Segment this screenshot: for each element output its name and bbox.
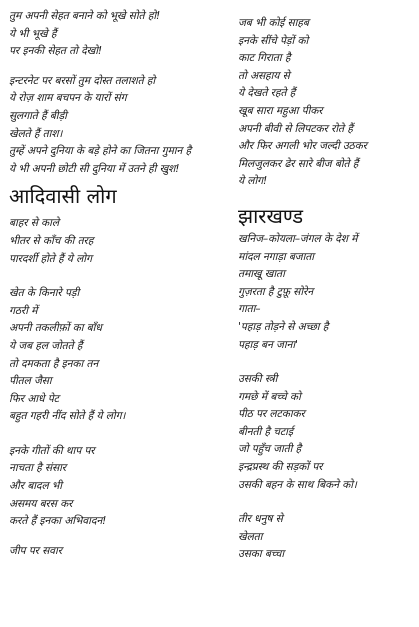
poem-line: ये रोज़ शाम बचपन के यारों संग — [9, 92, 127, 105]
poem-stanza — [238, 511, 416, 564]
poem-line: खेत के किनारे पड़ी — [9, 287, 80, 300]
poem-stanza — [9, 8, 234, 61]
poem-stanza — [238, 231, 416, 354]
poem-stanza — [9, 285, 234, 426]
poem-stanza — [9, 73, 234, 179]
poem-line: भीतर से काँच की तरह — [9, 234, 94, 247]
poem-line: खेलता — [238, 530, 263, 543]
poem-line: ये जब हल जोतते हैं — [9, 339, 83, 352]
poem-line: तुम्हें अपने दुनिया के बड़े होने का जितना गुमान है — [9, 145, 191, 158]
poem-line: गमछे में बच्चे को — [238, 390, 301, 403]
poem-line: खनिज–कोयला–जंगल के देश में — [238, 232, 358, 245]
poem-line: इनके सींचे पेड़ों को — [238, 34, 309, 47]
poem-line: तमाखू खाता — [238, 268, 285, 281]
poem-stanza — [238, 15, 416, 191]
poem-line: पीतल जैसा — [9, 375, 52, 388]
section-heading: आदिवासी लोग — [9, 184, 117, 209]
poem-line: सुलगाते हैं बीड़ी — [9, 109, 67, 122]
poem-line: उसकी स्त्री — [238, 373, 278, 386]
poem-line: नाचता है संसार — [9, 462, 66, 475]
poem-line: पारदर्शी होते हैं ये लोग — [9, 252, 92, 265]
poem-stanza — [9, 215, 234, 268]
poem-line: अपनी तकलीफ़ों का बाँध — [9, 322, 102, 335]
poem-stanza — [9, 543, 234, 561]
right-column — [238, 15, 416, 564]
poem-line: तो दमकता है इनका तन — [9, 357, 99, 370]
poem-line: ये देखते रहते हैं — [238, 87, 296, 100]
poem-line: जीप पर सवार — [9, 544, 62, 557]
poem-line: जो पहुँच जाती है — [238, 443, 302, 456]
poem-line: पीठ पर लटकाकर — [238, 408, 305, 421]
poem-line: ये भी भूखे हैं — [9, 27, 57, 40]
poem-stanza — [238, 371, 416, 494]
poem-line: तो असहाय से — [238, 69, 290, 82]
left-column — [9, 8, 234, 560]
poem-line: बाहर से काले — [9, 217, 59, 230]
poem-line: पहाड़ बन जाना' — [238, 338, 298, 351]
poem-line: इन्द्रप्रस्थ की सड़कों पर — [238, 461, 323, 474]
poem-stanza — [9, 443, 234, 531]
poem-line: फिर आधे पेट — [9, 392, 59, 405]
poem-line: उसका बच्चा — [238, 548, 285, 561]
poem-line: जब भी कोई साहब — [238, 17, 309, 29]
poem-line: बीनती है चटाई — [238, 425, 293, 438]
poem-line: मिलजुलकर ढेर सारे बीज बोते हैं — [238, 157, 359, 170]
poem-line: गाता– — [238, 303, 261, 316]
poem-line: उसकी बहन के साथ बिकने को। — [238, 478, 357, 491]
poem-line: खेलते हैं ताश। — [9, 127, 63, 140]
poem-line: खूब सारा महुआ पीकर — [238, 104, 323, 117]
poem-line: असमय बरस कर — [9, 497, 73, 510]
poem-line: इनके गीतों की थाप पर — [9, 444, 95, 457]
poem-line: गुज़रता है टुफ़ू सोरेन — [238, 285, 313, 298]
poem-line: मांदल नगाड़ा बजाता — [238, 250, 314, 263]
poem-line: तीर धनुष से — [238, 513, 283, 526]
poem-line: अपनी बीवी से लिपटकर रोते हैं — [238, 122, 353, 135]
poem-line: ये लोग! — [238, 175, 268, 188]
poem-line: 'पहाड़ तोड़ने से अच्छा है — [238, 320, 329, 333]
section-heading: झारखण्ड — [238, 203, 304, 228]
poem-line: करते हैं इनका अभिवादन! — [9, 515, 107, 528]
poem-line: तुम अपनी सेहत बनाने को भूखे सोते हो! — [9, 10, 161, 22]
poem-line: पर इनकी सेहत तो देखो! — [9, 45, 103, 58]
poem-line: और फिर अगली भोर जल्दी उठकर — [238, 140, 367, 153]
poem-line: इन्टरनेट पर बरसों तुम दोस्त तलाशते हो — [9, 74, 156, 87]
poem-line: बहुत गहरी नींद सोते हैं ये लोग। — [9, 410, 126, 423]
poem-line: काट गिराता है — [238, 52, 291, 65]
poem-line: ये भी अपनी छोटी सी दुनिया में उतने ही खुश! — [9, 162, 180, 175]
poem-line: और बादल भी — [9, 480, 62, 493]
poem-line: गठरी में — [9, 304, 38, 317]
